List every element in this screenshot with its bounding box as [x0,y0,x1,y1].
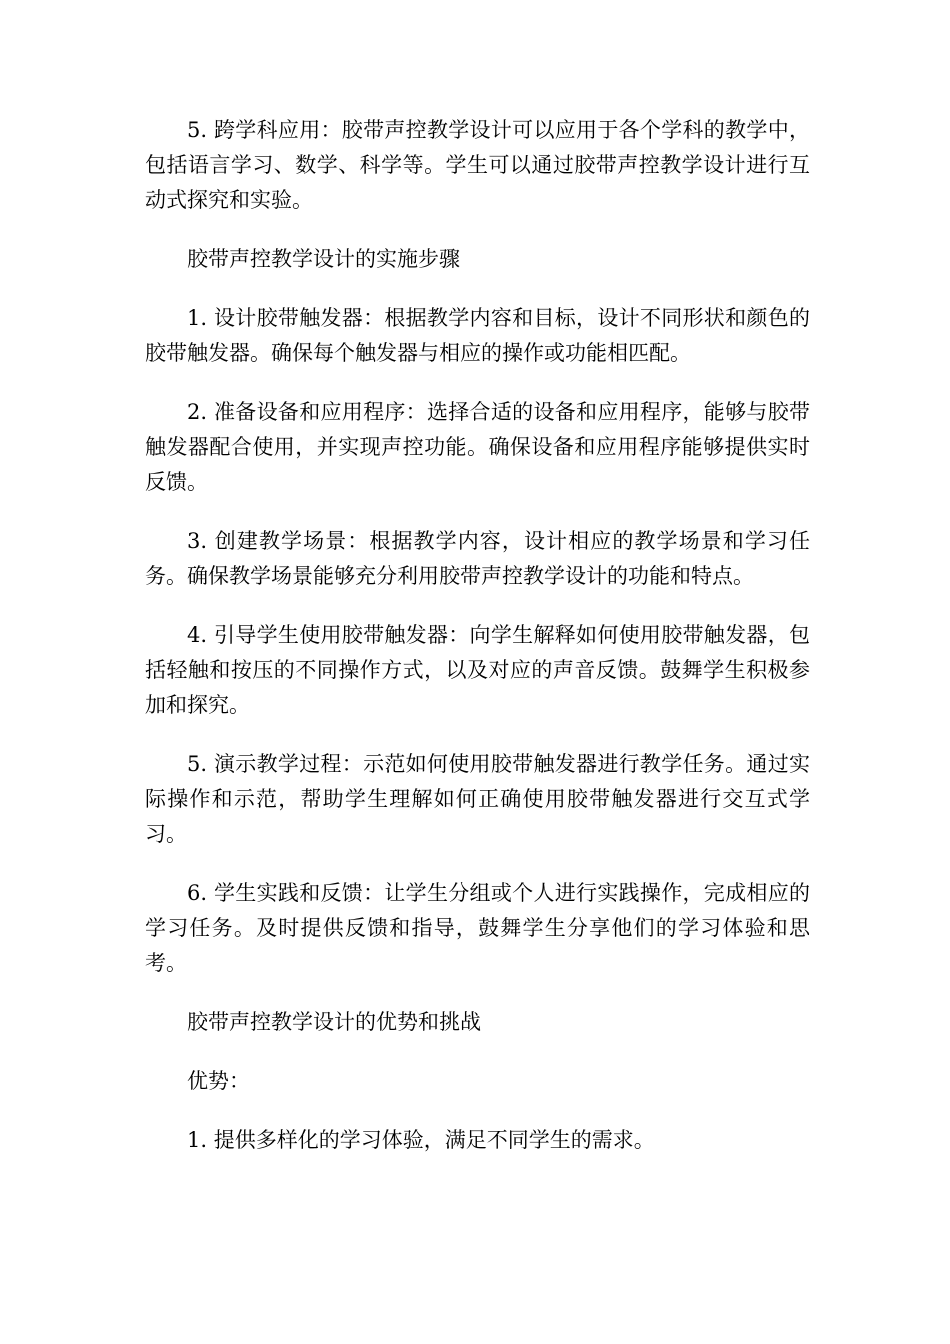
paragraph-step-5: 5. 演示教学过程：示范如何使用胶带触发器进行教学任务。通过实际操作和示范，帮助学生理解如何正确使用胶带触发器进行交互式学习。 [145,752,810,846]
paragraph-step-6: 6. 学生实践和反馈：让学生分组或个人进行实践操作，完成相应的学习任务。及时提供反馈和指导，鼓舞学生分享他们的学习体验和思考。 [145,881,810,975]
paragraph-step-3: 3. 创建教学场景：根据教学内容，设计相应的教学场景和学习任务。确保教学场景能够充分利用胶带声控教学设计的功能和特点。 [145,529,810,588]
paragraph-interdisciplinary: 5. 跨学科应用：胶带声控教学设计可以应用于各个学科的教学中，包括语言学习、数学、科学等。学生可以通过胶带声控教学设计进行互动式探究和实验。 [145,118,810,212]
paragraph-step-2: 2. 准备设备和应用程序：选择合适的设备和应用程序，能够与胶带触发器配合使用，并实现声控功能。确保设备和应用程序能够提供实时反馈。 [145,400,810,494]
paragraph-step-1: 1. 设计胶带触发器：根据教学内容和目标，设计不同形状和颜色的胶带触发器。确保每个触发器与相应的操作或功能相匹配。 [145,306,810,365]
paragraph-step-4: 4. 引导学生使用胶带触发器：向学生解释如何使用胶带触发器，包括轻触和按压的不同操作方式，以及对应的声音反馈。鼓舞学生积极参加和探究。 [145,623,810,717]
document-body [145,113,810,1182]
subheading-advantages: 优势： [187,1069,250,1093]
section-heading-steps: 胶带声控教学设计的实施步骤 [187,247,460,271]
paragraph-advantage-1: 1. 提供多样化的学习体验，满足不同学生的需求。 [187,1128,655,1152]
section-heading-pros-cons: 胶带声控教学设计的优势和挑战 [187,1010,481,1034]
